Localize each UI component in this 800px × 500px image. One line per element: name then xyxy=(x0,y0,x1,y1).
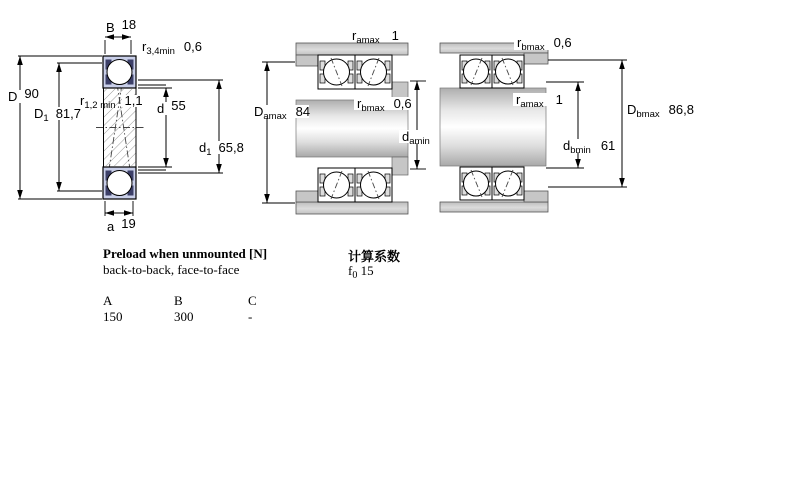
dim-label-rbmax: $r_{bmax}$ 0,6 xyxy=(357,96,412,114)
table-value: 300 xyxy=(174,309,194,324)
housing-bottom xyxy=(296,202,408,214)
arrangement-figure-b xyxy=(440,35,694,212)
ball xyxy=(464,171,489,196)
dim-label-B: B 18 xyxy=(106,17,137,35)
dim-label-Dbmax: $D_{bmax}$ 86,8 xyxy=(627,102,694,120)
preload-title: Preload when unmounted [N] xyxy=(103,246,268,261)
table-value: - xyxy=(248,309,253,324)
dim-label-D1: $D_1$ 81,7 xyxy=(34,106,81,124)
dim-label-damin: $d_{amin}$ xyxy=(402,129,430,147)
bearing-pair-top xyxy=(318,55,392,89)
dim-label-d: d 55 xyxy=(157,98,186,116)
dim-label-d1: $d_1$ 65,8 xyxy=(199,140,244,158)
ball-top xyxy=(107,60,132,85)
calculation-title: 计算系数 xyxy=(348,249,401,264)
housing-bottom xyxy=(440,202,548,212)
dim-label-rbmax: $r_{bmax}$ 0,6 xyxy=(517,35,572,53)
f0-symbol: f xyxy=(348,263,353,278)
dim-label-r12: $r_{1,2 min}$ 1,1 xyxy=(80,93,143,111)
ball xyxy=(496,171,521,196)
ball xyxy=(464,59,489,84)
dim-label-D: D 90 xyxy=(8,86,39,104)
dimension-lines xyxy=(578,60,622,187)
bearing-pair-top xyxy=(460,55,524,88)
outer-ring-bottom-section xyxy=(103,167,136,199)
preload-subtitle: back-to-back, face-to-face xyxy=(103,262,240,277)
bearing-pair-bottom xyxy=(318,168,392,202)
table-value: 150 xyxy=(103,309,123,324)
calculation-f0 xyxy=(348,263,374,281)
preload-table-value-row xyxy=(103,309,252,325)
dim-label-r34: $r_{3,4min}$ 0,6 xyxy=(142,39,202,57)
preload-table-header-row xyxy=(103,293,257,309)
ball xyxy=(496,59,521,84)
extension-lines xyxy=(546,60,627,187)
bearing-pair-bottom xyxy=(460,167,524,200)
f0-subscript: 0 xyxy=(352,270,358,281)
dim-label-Damax: $D_{amax}$ 84 xyxy=(254,104,311,122)
outer-ring-top-section xyxy=(103,56,136,88)
shaft-shoulder-bottom xyxy=(392,157,408,175)
housing-shoulder-bottom-left xyxy=(296,191,318,202)
housing-shoulder-top-right xyxy=(524,53,548,64)
arrangement-figure-a xyxy=(251,28,459,214)
f0-value: 15 xyxy=(360,263,374,278)
cross-section-figure xyxy=(5,17,249,234)
dim-label-a: a 19 xyxy=(107,216,136,234)
table-header: B xyxy=(174,293,183,308)
housing-shoulder-top-left xyxy=(296,55,318,66)
ball-bottom xyxy=(107,171,132,196)
housing-top xyxy=(296,43,408,55)
housing-shoulder-bottom-right xyxy=(524,191,548,202)
dim-label-dbmin: $d_{bmin}$ 61 xyxy=(563,138,616,156)
dim-label-ramax: $r_{amax}$ 1 xyxy=(352,28,399,46)
dim-label-ramax: $r_{amax}$ 1 xyxy=(516,92,563,110)
table-header: A xyxy=(103,293,113,308)
table-header: C xyxy=(248,293,257,308)
